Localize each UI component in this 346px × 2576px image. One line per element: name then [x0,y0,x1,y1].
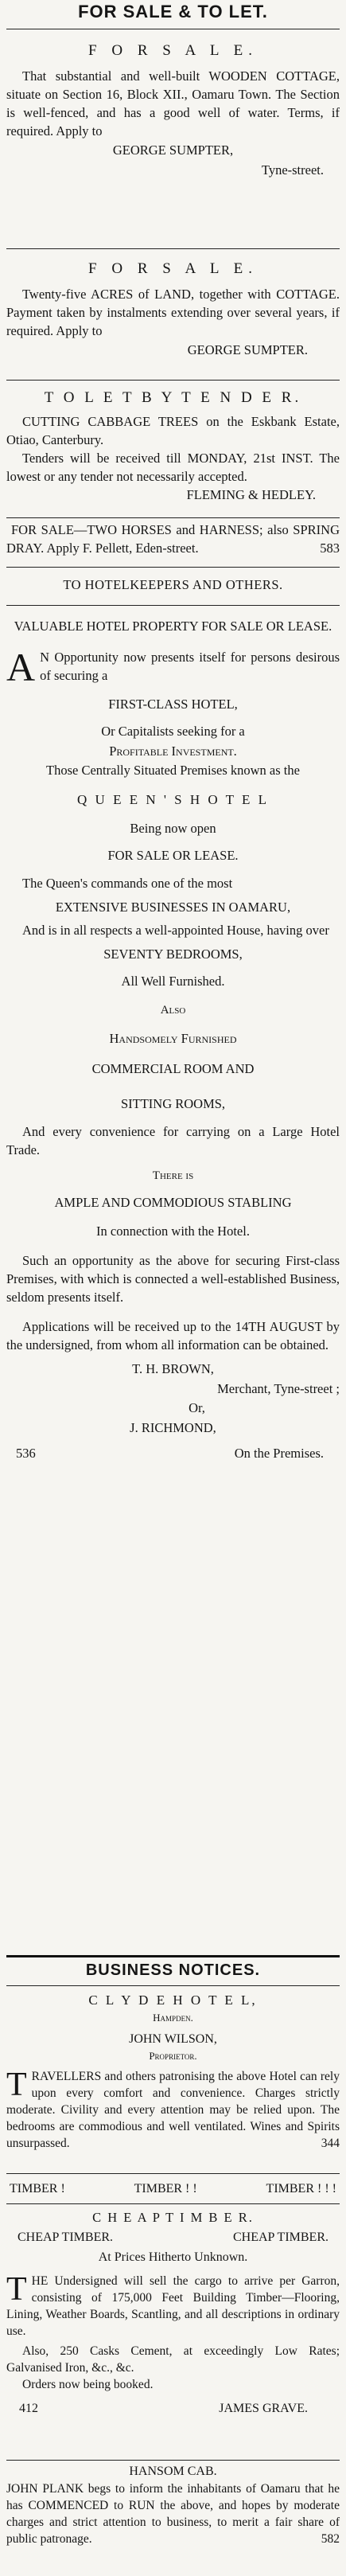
advertiser-name: FLEMING & HEDLEY. [186,487,316,502]
ad-number: 412 [19,2402,38,2415]
line: Being now open [130,821,216,836]
ad-heading: F O R S A L E. [88,260,258,277]
body-text: HE Undersigned will sell the cargo to arrive per Garron, consisting of 175,000 Feet Building Timber—Flooring, Lining, Weather Boards, Scantling, and all descriptions in ordinary use. [6,2274,340,2338]
ad-body: Tenders will be received till MONDAY, 21st INST. The lowest or any tender not necessarily accepted. [6,451,340,484]
drop-cap: T [6,2067,27,2103]
divider [6,2173,340,2174]
line: All Well Furnished. [121,974,225,989]
ad-heading: F O R S A L E. [88,42,258,59]
line: COMMERCIAL ROOM AND [91,1061,255,1076]
ad-body: Twenty-five ACRES of LAND, together with COTTAGE. Payment taken by instalments extending over several years, if required. Apply to [6,287,340,338]
body-text: RAVELLERS and others patronising the above Hotel can rely upon every comfort and convenience. Charges strictly moderate. Civility and every attention may be relied upon. The bedrooms are commodious and well ventilated. Wines and Spirits unsurpassed. [6,2070,340,2150]
line: SEVENTY BEDROOMS, [103,946,243,962]
ad-title: HANSOM CAB. [129,2465,217,2478]
ad-title: C L Y D E H O T E L, [88,1992,258,2008]
ad-clyde-hotel [6,1990,340,2152]
signatory: J. RICHMOND, [130,1420,216,1435]
signatory-title: Merchant, Tyne-street ; [217,1381,340,1396]
ad-body [6,521,340,557]
divider [6,605,340,606]
line: EXTENSIVE BUSINESSES IN OAMARU, [55,900,291,915]
line: TIMBER ! ! [134,2182,197,2195]
line: Applications will be received up to the 14TH AUGUST by the undersigned, from whom all information can be obtained. [6,1319,340,1352]
ad-wooden-cottage [6,35,340,180]
ad-body [6,2273,340,2340]
divider [6,380,340,381]
ad-hansom-cab [6,2463,340,2547]
line: Or, [189,1400,205,1415]
ad-body: That substantial and well-built WOODEN COTTAGE, situate on Section 16, Block XII., Oamaru Town. The Section is well-fenced, and has a good well of water. Terms, if required. Apply to [6,68,340,139]
timber-row [6,2180,340,2199]
ad-queens-hotel [6,573,340,1464]
proprietor-role: Proprietor. [149,2050,197,2062]
footer-row [6,1443,340,1464]
line: And every convenience for carrying on a Large Hotel Trade. [6,1124,340,1157]
body-text: JOHN PLANK begs to inform the inhabitants of Oamaru that he has COMMENCED to RUN the above, and hopes by moderate charges and strict attention to business, to merit a fair share of public patronage. [6,2482,340,2546]
line: AMPLE AND COMMODIOUS STABLING [54,1195,292,1210]
divider [6,1955,340,1957]
line: SITTING ROOMS, [120,1096,226,1111]
advertiser-name: GEORGE SUMPTER, [112,142,234,158]
line: In connection with the Hotel. [96,1224,250,1239]
ad-number: 536 [16,1446,36,1461]
line: TIMBER ! [10,2182,65,2195]
advertiser-name: GEORGE SUMPTER. [187,342,308,357]
proprietor-name: JOHN WILSON, [129,2032,217,2046]
line: Such an opportunity as the above for securing First-class Premises, with which is connected a well-established Business, seldom presents itself. [6,1253,340,1305]
ad-heading: T O L E T B Y T E N D E R. [44,389,302,406]
ad-title: TO HOTELKEEPERS AND OTHERS. [63,577,283,592]
ad-let-by-tender [6,384,340,504]
hotel-name: Q U E E N ' S H O T E L [77,792,269,807]
signatory: T. H. BROWN, [132,1361,214,1376]
drop-cap: A [6,645,36,689]
signatory-title: On the Premises. [234,1446,324,1461]
ad-body [6,2068,340,2152]
ad-number: 344 [321,2137,340,2150]
line: Orders now being booked. [22,2378,154,2391]
cheap-row [6,2228,340,2247]
ad-horses [6,521,340,557]
line: Also [160,1004,186,1017]
drop-cap: T [6,2271,27,2308]
line: CHEAP TIMBER. [17,2231,114,2244]
advertiser-name: JAMES GRAVE. [219,2402,308,2415]
section-header-business: BUSINESS NOTICES. [85,1961,261,1979]
ad-number: 582 [321,2532,340,2546]
ad-intro [6,645,340,689]
line: The Queen's commands one of the most [22,876,233,891]
line: Or Capitalists seeking for a [101,724,245,739]
divider [6,2203,340,2204]
ad-body: CUTTING CABBAGE TREES on the Eskbank Estate, Otiao, Canterbury. [6,414,340,447]
place: Hampden. [153,2012,193,2024]
ad-body [6,2480,340,2547]
line: At Prices Hitherto Unknown. [98,2250,248,2264]
divider [6,248,340,249]
ad-subtitle: VALUABLE HOTEL PROPERTY FOR SALE OR LEASE. [14,619,332,634]
line: Profitable Investment. [109,744,237,759]
line: FOR SALE OR LEASE. [107,848,239,863]
line: Also, 250 Casks Cement, at exceedingly Low Rates; Galvanised Iron, &c., &c. [6,2344,340,2375]
divider [6,1985,340,1986]
footer-row [6,2399,340,2418]
line: Handsomely Furnished [109,1031,237,1046]
line: There is [152,1169,194,1182]
advertiser-address: Tyne-street. [261,162,324,178]
line: And is in all respects a well-appointed House, having over [22,923,329,938]
divider [6,567,340,568]
line: TIMBER ! ! ! [266,2182,336,2195]
divider [6,2460,340,2461]
intro-text: N Opportunity now presents itself for persons desirous of securing a [40,650,340,683]
line: Those Centrally Situated Premises known as the [46,763,300,778]
ad-cheap-timber [6,2180,340,2418]
line: FIRST-CLASS HOTEL, [108,697,238,712]
ad-text: FOR SALE—TWO HORSES and HARNESS; also SPRING DRAY. Apply F. Pellett, Eden-street. [6,522,340,556]
line: CHEAP TIMBER. [232,2231,329,2244]
section-header-for-sale: FOR SALE & TO LET. [78,2,268,21]
divider [6,517,340,518]
ad-number: 583 [320,541,340,556]
ad-acres-land [6,253,340,361]
ad-title: C H E A P T I M B E R. [92,2210,254,2225]
